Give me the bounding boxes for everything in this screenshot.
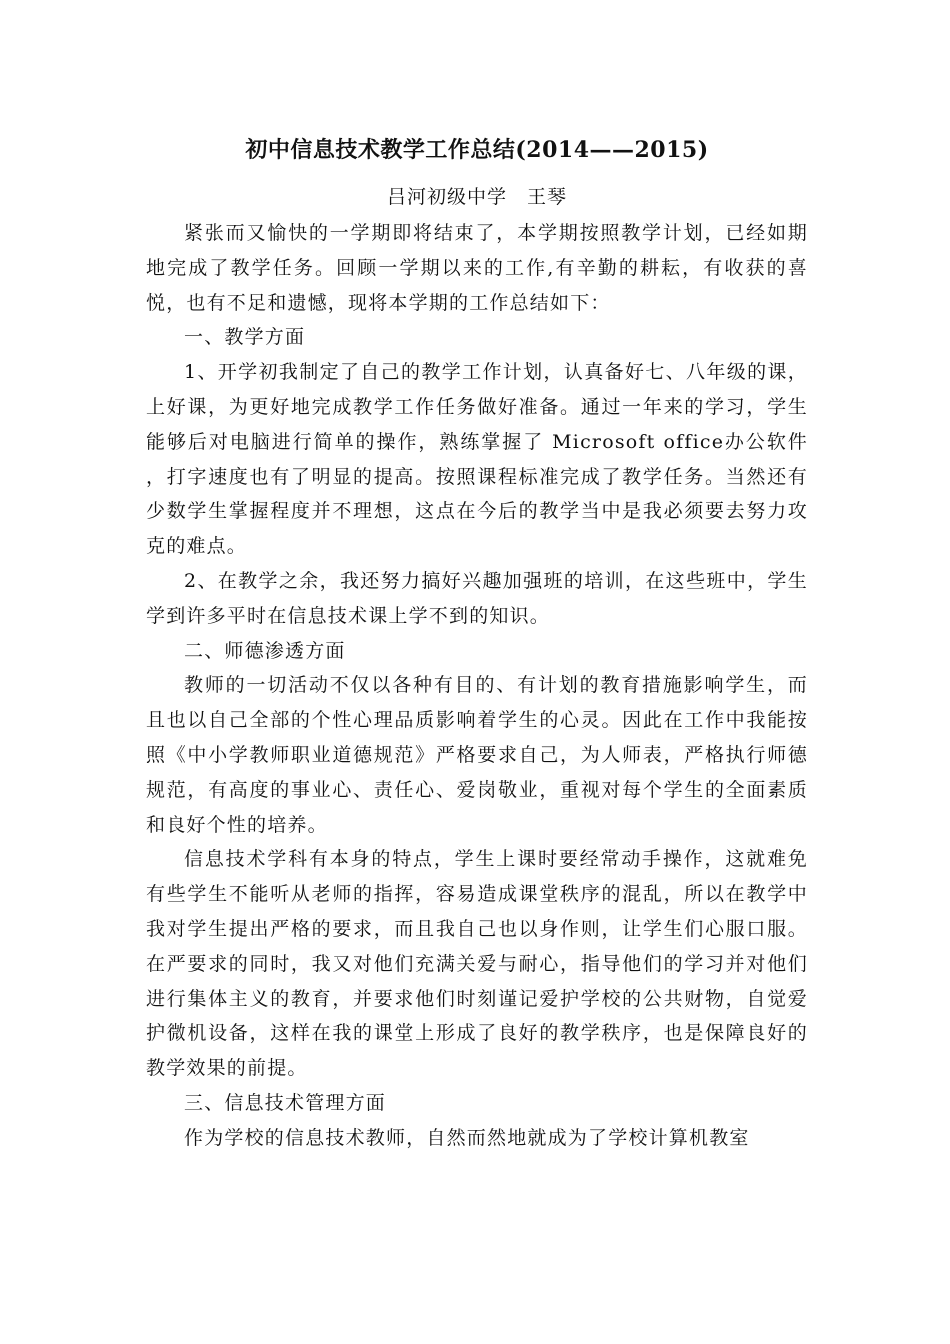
teaching-paragraph-1: 1、开学初我制定了自己的教学工作计划，认真备好七、八年级的课，上好课，为更好地完成教学工作任务做好准备。通过一年来的学习，学生能够后对电脑进行简单的操作，熟练掌握了 Microsoft office办公软件 ，打字速度也有了明显的提高。按照课程标准完成了教学任务。当然还有少数学生掌握程度并不理想，这点在今后的教学当中是我必须要去努力攻克的难点。: [146, 361, 808, 558]
section-heading-ethics: 二、师德渗透方面: [184, 639, 346, 662]
document-body: [146, 132, 808, 1156]
document-title: 初中信息技术教学工作总结(2014——2015): [245, 137, 709, 163]
author-line: 吕河初级中学 王琴: [386, 186, 567, 208]
intro-paragraph: 紧张而又愉快的一学期即将结束了，本学期按照教学计划，已经如期地完成了教学任务。回顾一学期以来的工作,有辛勤的耕耘，有收获的喜悦，也有不足和遗憾，现将本学期的工作总结如下：: [146, 222, 808, 314]
it-management-paragraph-1: 作为学校的信息技术教师，自然而然地就成为了学校计算机教室: [184, 1126, 750, 1149]
section-heading-teaching: 一、教学方面: [184, 326, 306, 349]
teaching-paragraph-2: 2、在教学之余，我还努力搞好兴趣加强班的培训，在这些班中，学生学到许多平时在信息技术课上学不到的知识。: [146, 569, 808, 627]
ethics-paragraph-1: 教师的一切活动不仅以各种有目的、有计划的教育措施影响学生，而且也以自己全部的个性心理品质影响着学生的心灵。因此在工作中我能按照《中小学教师职业道德规范》严格要求自己，为人师表，严格执行师德规范，有高度的事业心、责任心、爱岗敬业，重视对每个学生的全面素质和良好个性的培养。: [146, 674, 808, 836]
ethics-paragraph-2: 信息技术学科有本身的特点，学生上课时要经常动手操作，这就难免有些学生不能听从老师的指挥，容易造成课堂秩序的混乱，所以在教学中我对学生提出严格的要求，而且我自己也以身作则，让学生们心服口服。在严要求的同时，我又对他们充满关爱与耐心，指导他们的学习并对他们进行集体主义的教育，并要求他们时刻谨记爱护学校的公共财物，自觉爱护微机设备，这样在我的课堂上形成了良好的教学秩序，也是保障良好的教学效果的前提。: [146, 848, 808, 1080]
section-heading-it-management: 三、信息技术管理方面: [184, 1091, 387, 1114]
